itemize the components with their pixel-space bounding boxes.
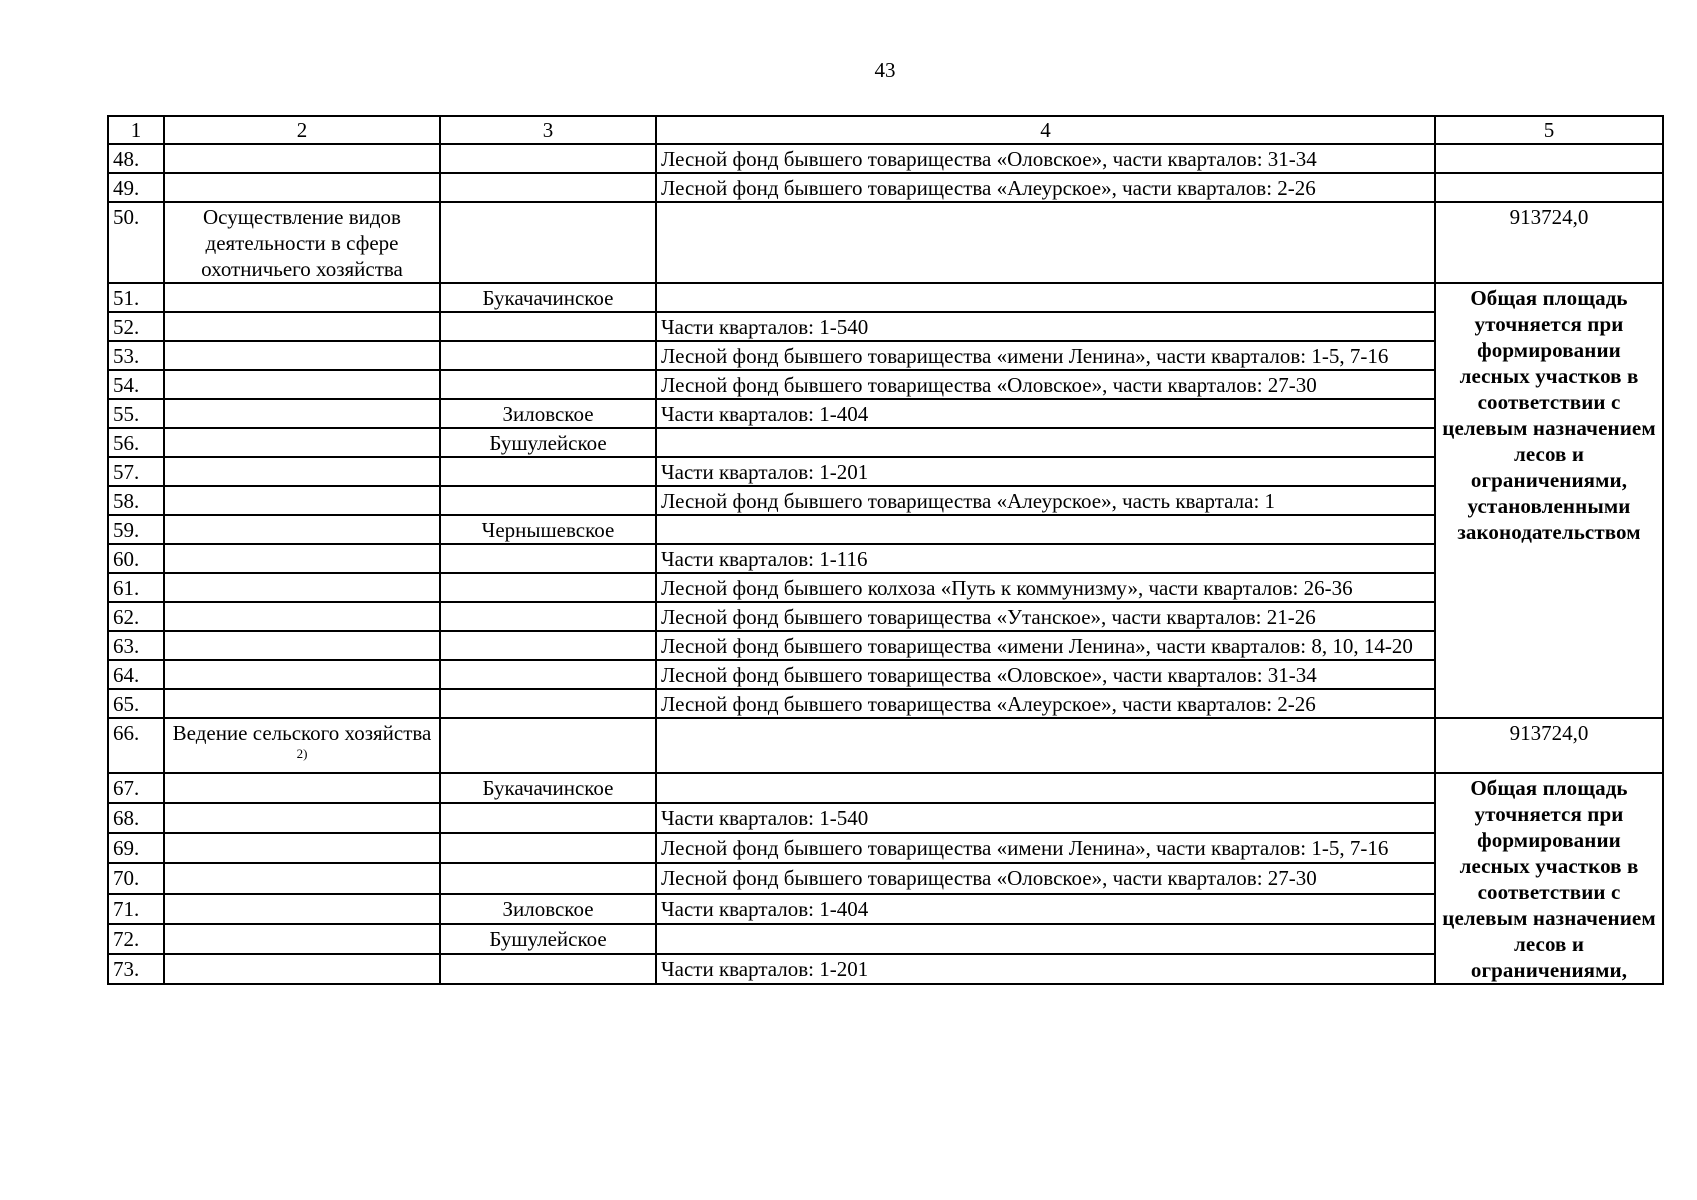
row-number: 65.: [108, 689, 164, 718]
activity-cell: [164, 144, 440, 173]
table-row: [108, 954, 1663, 984]
activity-cell: [164, 863, 440, 893]
plots-cell: Части кварталов: 1-201: [656, 954, 1435, 984]
row-number: 50.: [108, 202, 164, 283]
table-row: [108, 544, 1663, 573]
table-row: [108, 573, 1663, 602]
activity-cell: [164, 773, 440, 803]
row-number: 60.: [108, 544, 164, 573]
row-number: 70.: [108, 863, 164, 893]
row-number: 53.: [108, 341, 164, 370]
table-row: [108, 173, 1663, 202]
plots-cell: Лесной фонд бывшего товарищества «Оловское», части кварталов: 27-30: [656, 370, 1435, 399]
forestry-cell: [440, 341, 656, 370]
row-number: 58.: [108, 486, 164, 515]
forestry-cell: [440, 544, 656, 573]
row-number: 59.: [108, 515, 164, 544]
plots-cell: [656, 924, 1435, 954]
table-row: [108, 457, 1663, 486]
forestry-cell: [440, 312, 656, 341]
row-number: 61.: [108, 573, 164, 602]
row-number: 64.: [108, 660, 164, 689]
plots-cell: [656, 428, 1435, 457]
forestry-cell: [440, 954, 656, 984]
area-cell: 913724,0: [1435, 202, 1663, 283]
row-number: 54.: [108, 370, 164, 399]
row-number: 57.: [108, 457, 164, 486]
row-number: 67.: [108, 773, 164, 803]
plots-cell: Лесной фонд бывшего товарищества «Алеурское», части кварталов: 2-26: [656, 173, 1435, 202]
plots-cell: Лесной фонд бывшего товарищества «Алеурское», часть квартала: 1: [656, 486, 1435, 515]
table-row: [108, 773, 1663, 803]
plots-cell: Части кварталов: 1-540: [656, 312, 1435, 341]
plots-cell: Лесной фонд бывшего товарищества «Алеурское», части кварталов: 2-26: [656, 689, 1435, 718]
table-row: [108, 399, 1663, 428]
forestry-cell: [440, 660, 656, 689]
forestry-cell: [440, 573, 656, 602]
area-note-cell: Общая площадь уточняется при формировании лесных участков в соответствии с целевым назначением лесов и ограничениями, установленными законодательством: [1435, 283, 1663, 718]
plots-cell: [656, 773, 1435, 803]
area-cell: [1435, 144, 1663, 173]
plots-cell: Лесной фонд бывшего колхоза «Путь к коммунизму», части кварталов: 26-36: [656, 573, 1435, 602]
row-number: 49.: [108, 173, 164, 202]
footnote-marker: 2): [296, 746, 308, 761]
plots-cell: Лесной фонд бывшего товарищества «имени Ленина», части кварталов: 1-5, 7-16: [656, 833, 1435, 863]
forestry-cell: Букачачинское: [440, 773, 656, 803]
row-number: 73.: [108, 954, 164, 984]
plots-cell: [656, 202, 1435, 283]
column-header: 2: [164, 116, 440, 144]
plots-cell: [656, 515, 1435, 544]
activity-cell: [164, 803, 440, 833]
row-number: 66.: [108, 718, 164, 773]
activity-cell: [164, 954, 440, 984]
forestry-cell: Букачачинское: [440, 283, 656, 312]
plots-cell: Лесной фонд бывшего товарищества «Оловское», части кварталов: 31-34: [656, 144, 1435, 173]
row-number: 71.: [108, 894, 164, 924]
forestry-cell: Чернышевское: [440, 515, 656, 544]
plots-cell: Лесной фонд бывшего товарищества «имени Ленина», части кварталов: 8, 10, 14-20: [656, 631, 1435, 660]
row-number: 51.: [108, 283, 164, 312]
table-row: [108, 803, 1663, 833]
activity-cell: [164, 544, 440, 573]
table-row: [108, 341, 1663, 370]
row-number: 62.: [108, 602, 164, 631]
column-header: 1: [108, 116, 164, 144]
forestry-cell: [440, 689, 656, 718]
plots-cell: Части кварталов: 1-540: [656, 803, 1435, 833]
forestry-cell: [440, 486, 656, 515]
activity-cell: [164, 515, 440, 544]
activity-cell: [164, 689, 440, 718]
plots-cell: Лесной фонд бывшего товарищества «имени Ленина», части кварталов: 1-5, 7-16: [656, 341, 1435, 370]
forestry-cell: [440, 833, 656, 863]
table-header-row: [108, 116, 1663, 144]
row-number: 63.: [108, 631, 164, 660]
activity-cell: [164, 428, 440, 457]
activity-text: Ведение сельского хозяйства: [172, 721, 432, 745]
table-row: [108, 924, 1663, 954]
table-row: [108, 515, 1663, 544]
plots-cell: Лесной фонд бывшего товарищества «Оловское», части кварталов: 27-30: [656, 863, 1435, 893]
row-number: 69.: [108, 833, 164, 863]
forestry-cell: [440, 457, 656, 486]
table-row: [108, 370, 1663, 399]
forestry-cell: Зиловское: [440, 894, 656, 924]
table-row: [108, 202, 1663, 283]
table-row: [108, 863, 1663, 893]
forestry-cell: [440, 718, 656, 773]
forestry-cell: Зиловское: [440, 399, 656, 428]
plots-cell: Части кварталов: 1-201: [656, 457, 1435, 486]
page-number: 43: [874, 58, 896, 82]
activity-cell: [164, 283, 440, 312]
forestry-cell: [440, 144, 656, 173]
activity-cell: [164, 399, 440, 428]
column-header: 3: [440, 116, 656, 144]
activity-cell: [164, 833, 440, 863]
activity-cell: [164, 894, 440, 924]
plots-cell: Лесной фонд бывшего товарищества «Утанское», части кварталов: 21-26: [656, 602, 1435, 631]
row-number: 52.: [108, 312, 164, 341]
forestry-cell: [440, 202, 656, 283]
activity-cell: [164, 341, 440, 370]
forestry-cell: [440, 602, 656, 631]
activity-cell: [164, 631, 440, 660]
table-row: [108, 718, 1663, 773]
row-number: 72.: [108, 924, 164, 954]
table-row: [108, 602, 1663, 631]
activity-cell: [164, 457, 440, 486]
activity-cell: [164, 370, 440, 399]
forestry-cell: [440, 631, 656, 660]
table-row: [108, 660, 1663, 689]
table-row: [108, 283, 1663, 312]
table-row: [108, 689, 1663, 718]
area-note-cell: Общая площадь уточняется при формировании лесных участков в соответствии с целевым назначением лесов и ограничениями,: [1435, 773, 1663, 984]
table-row: [108, 312, 1663, 341]
activity-cell: [164, 486, 440, 515]
activity-cell: [164, 602, 440, 631]
area-cell: [1435, 173, 1663, 202]
forestry-cell: [440, 803, 656, 833]
column-header: 4: [656, 116, 1435, 144]
plots-cell: [656, 283, 1435, 312]
table-row: [108, 486, 1663, 515]
forestry-cell: Бушулейское: [440, 924, 656, 954]
table-row: [108, 428, 1663, 457]
table-row: [108, 631, 1663, 660]
activity-cell: [164, 660, 440, 689]
plots-cell: Лесной фонд бывшего товарищества «Оловское», части кварталов: 31-34: [656, 660, 1435, 689]
activity-cell: [164, 312, 440, 341]
activity-cell: [164, 718, 440, 773]
column-header: 5: [1435, 116, 1663, 144]
forestry-cell: [440, 173, 656, 202]
forestry-cell: [440, 370, 656, 399]
row-number: 56.: [108, 428, 164, 457]
plots-cell: Части кварталов: 1-116: [656, 544, 1435, 573]
forestry-cell: [440, 863, 656, 893]
area-cell: 913724,0: [1435, 718, 1663, 773]
forest-use-table: [107, 115, 1664, 985]
table-row: [108, 144, 1663, 173]
forestry-cell: Бушулейское: [440, 428, 656, 457]
table-row: [108, 833, 1663, 863]
activity-cell: [164, 924, 440, 954]
activity-cell: [164, 573, 440, 602]
row-number: 68.: [108, 803, 164, 833]
row-number: 55.: [108, 399, 164, 428]
activity-cell: [164, 173, 440, 202]
plots-cell: Части кварталов: 1-404: [656, 399, 1435, 428]
plots-cell: [656, 718, 1435, 773]
activity-cell: Осуществление видов деятельности в сфере охотничьего хозяйства: [164, 202, 440, 283]
row-number: 48.: [108, 144, 164, 173]
table-row: [108, 894, 1663, 924]
plots-cell: Части кварталов: 1-404: [656, 894, 1435, 924]
